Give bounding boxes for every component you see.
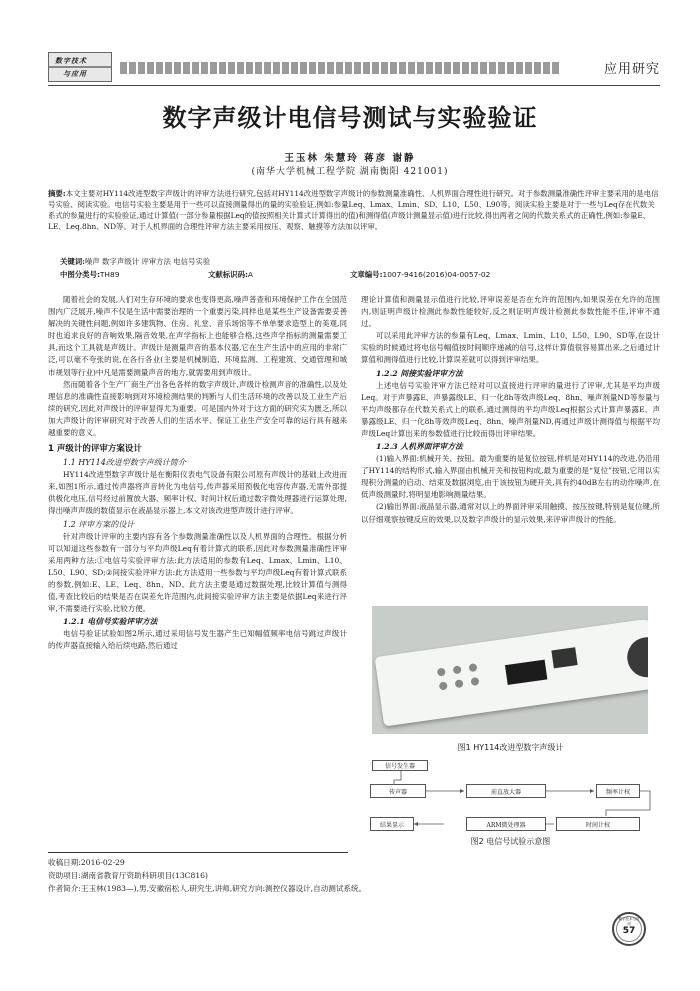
- paragraph: 电信号验证试验如图2所示,通过采用信号发生器产生已知幅值频率电信号跳过声级计的传声器直接输入给后续电路,然后通过: [48, 629, 347, 651]
- box-frequency-weighting: 频率计权: [596, 784, 640, 798]
- connector: [394, 770, 401, 784]
- box-arm-processor: ARM微处理器: [466, 817, 546, 831]
- device-button: [455, 679, 464, 688]
- clc-number: 中图分类号:TH89: [60, 270, 120, 279]
- badge-text: 数字技术与应用: [618, 917, 640, 926]
- section-heading: 1 声级计的评审方案设计: [48, 444, 142, 455]
- header-rule: [48, 85, 660, 86]
- affiliation: (南华大学机械工程学院 湖南衡阳 421001): [251, 167, 449, 177]
- device-button: [437, 668, 446, 677]
- device-button: [439, 681, 448, 690]
- figure2-diagram: [366, 758, 656, 834]
- paragraph: HY114改进型数字声级计是在衡阳仪表电气设备有限公司原有声级计的基础上改进而来,如图1所示,通过传声器将声音转化为电信号,传声器采用预极化电容传声器,无需外部提供极化电压,信号经过前置放大器、频率计权、时间计权后通过数字微处理器进行运算处理,得出噪声声级的数值显示在液晶显示器上,本文对该改进型声级计进行评审。: [48, 470, 347, 516]
- footnote-received: 收稿日期:2016-02-29: [48, 858, 125, 867]
- box-signal-generator: 信号发生器: [372, 760, 428, 771]
- classification-line: [60, 269, 660, 281]
- microphone-head: [625, 635, 648, 680]
- abstract-label: 摘要:: [48, 189, 66, 198]
- paragraph: 随着社会的发展,人们对生存环境的要求也变得更高,噪声普查和环境保护工作在全国范围内广泛展开,噪声不仅是生活中需要治理的一个重要污染,同样也是某些生产设备需要妥善解决的关键性问题,例如许多建筑物、住房、礼堂、音乐场馆等不单单要求造型上的美观,同时也追求良好的音响效果,隔音效果,在声学指标上也能够合格,这些声学指标的测量需要工具,而这个工具就是声级计。声级计是测量声音的基本仪器,它在生产生活中的应用的非常广泛,可以毫不夸张的说,在各行各业(主要是机械制造、环境监测、工程建筑、交通管理和城市规划等行业)中凡是需要测量声音的地方,就需要用到声级计。: [48, 295, 347, 377]
- keywords-text: 噪声 数字声级计 评审方法 电信号实验: [84, 257, 211, 266]
- figure2-caption: 图2 电信号试验示意图: [470, 837, 551, 846]
- box-time-weighting: 时间计权: [556, 817, 640, 831]
- paragraph: 针对声级计评审的主要内容有各个参数测量准确性以及人机界面的合理性。根据分析可以知道这些参数有一部分与平均声级Leq有着计算式的联系,因此对参数测量准确性评审采用两种方法:①电信号实验评审方法:此方法适用的参数有Leq、Lmax、Lmin、L10、L50、L90、SD;②间接实验评审方法:此方法适用一些参数与平均声级Leq有着计算式联系的参数,例如:E、LE、Leq、8hn、ND。此方法主要是通过数据处理,比较计算值与测得值,考查比较后的结果是否在误差允许范围内,此间接实验评审方法主要是依据Leq来进行评审,不需要进行实验,比较方便。: [48, 531, 347, 614]
- header-stripes: [120, 62, 560, 74]
- subsection-heading: 1.2 评审方案的设计: [63, 519, 135, 529]
- doc-code: 文献标识码:A: [208, 270, 253, 279]
- left-column: [48, 294, 347, 652]
- device-button: [468, 663, 477, 672]
- page-number-badge: [612, 912, 646, 946]
- device-display-secondary: [551, 647, 577, 668]
- article-number: 文章编号:1007-9416(2016)04-0057-02: [350, 270, 491, 279]
- device-display: [505, 660, 547, 685]
- subsubsection-heading: 1.2.2 间接实验评审方法: [376, 368, 463, 378]
- footnote-rule: [48, 852, 348, 853]
- journal-logo: [48, 52, 112, 82]
- keywords-label: 关键词:: [60, 257, 85, 266]
- keywords: [60, 256, 660, 267]
- abstract: [48, 188, 660, 232]
- footnote-funding: 资助项目:湖南省教育厅资助科研项目(13C816): [48, 871, 208, 880]
- box-microphone: 传声器: [370, 784, 426, 798]
- logo-bar: [49, 66, 111, 68]
- paragraph: 理论计算值和测量显示值进行比较,评审误差是否在允许的范围内,如果误差在允许的范围内,则证明声级计检测此参数性能较好,反之则证明声级计检测此参数性能不佳,评审不通过。: [361, 295, 660, 329]
- section-label: 应用研究: [603, 62, 660, 77]
- device-button: [453, 665, 462, 674]
- arrow-head: [590, 789, 594, 793]
- subsection-heading: 1.1 HY114改进型数字声级计简介: [63, 458, 186, 468]
- subsubsection-heading: 1.2.1 电信号实验评审方法: [63, 617, 158, 627]
- right-column: [361, 294, 660, 526]
- box-preamplifier: 前直放大器: [466, 784, 546, 798]
- paragraph: 可以采用此评审方法的参量有Leq、Lmax、Lmin、L10、L50、L90、SD等,在设计实验的时候通过将电信号幅值按时间顺序递减的信号,这样计算值很容易算出来,之后通过计算值和测得值进行比较,计算误差就可以得到评审结果。: [361, 331, 660, 365]
- paragraph: (2)输出界面:液晶显示器,通常对以上的界面评审采用触摸、按压按键,特别是复位键,所以仔细观察按键反应的效果,以及数字声级计的显示效果,来评审声级计的性能。: [361, 502, 660, 524]
- article-title: 数字声级计电信号测试与实验验证: [162, 104, 538, 132]
- page-header: [48, 52, 660, 86]
- paragraph: 然而随着各个生产厂商生产出各色各样的数字声级计,声级计检测声音的准确性,以及处理信息的准确性直接影响到对环境检测结果的判断与人们生活环境的改善以及工业生产后续的研究,因此对声级计的评审显得尤为重要。可是国内外对于这方面的研究实为匮乏,所以加大声级计的评审研究对于改善人们的生活水平、保证工业生产安全可靠的运行具有越来越重要的意义。: [48, 379, 347, 438]
- subsubsection-heading: 1.2.3 人机界面评审方法: [376, 442, 463, 452]
- logo-line1: 数字技术: [55, 56, 87, 65]
- figure1-caption: 图1 HY114改进型数字声级计: [457, 743, 564, 752]
- paragraph: (1)输入界面:机械开关、按钮。最为重要的是复位按钮,样机是对HY114的改进,仍沿用了HY114的结构形式,输入界面由机械开关和按钮构成,最为重要的是“复位”按钮,它用以实现积分测量的启动、结束及数据浏览,由于该按钮为硬开关,具有约40dB左右的动作噪声,在低声级测量时,将明显地影响测量结果。: [361, 454, 660, 500]
- device-button: [470, 677, 479, 686]
- abstract-text: 本文主要对HY114改进型数字声级计的评审方法进行研究,包括对HY114改进型数字声级计的参数测量准确性、人机界面合理性进行研究。对于参数测量准确性评审主要采用的是电信号实验、阅读实验。电信号实验主要是用于一些可以直接测量得出的量的实验验证,例如:参量Leq、Lmax、Lmin、SD、L10、L50、L90等。阅读实验主要是对于一些与Leq存在代数关系式的参量进行的实验验证,通过计算值(一部分参量根据Leq的值按照相关计算式计算得出的值)和测得值(声级计测量显示值)进行比较,得出两者之间的代数关系式的正确性,例如:参量E、LE、Leq.8hn、ND等。对于人机界面的合理性评审方法主要采用按压、观察、触摸等方法加以评审。: [48, 189, 659, 231]
- arrow-head: [460, 789, 464, 793]
- sound-level-meter-image: [375, 615, 648, 726]
- box-result-display: 结果显示: [370, 817, 414, 831]
- arrow-head: [414, 822, 418, 826]
- page-number: 57: [622, 926, 636, 936]
- author-list: 王玉林 朱慧玲 蒋彦 谢静: [284, 153, 416, 164]
- paragraph: 上述电信号实验评审方法已经对可以直接进行评审的量进行了评审,尤其是平均声级Leq。对于声暴露E、声暴露级LE、归一化8h等效声级Leq、8hn、噪声剂量ND等参量与平均声级都存在代数关系式上的联系,通过测得的平均声级Leq根据公式计算声暴露E、声暴露级LE、归一化8h等效声级Leq、8hn、噪声剂量ND,再通过声级计测得值与根据平均声级Leq计算出来的参数值进行比较而得出评审结果。: [361, 380, 660, 438]
- logo-line2: 与应用: [63, 69, 87, 78]
- figure1-photo: [372, 606, 648, 734]
- footnote-author: 作者简介:王玉林(1983—),男,安徽宿松人,研究生,讲师,研究方向:测控仪器设计,自动测试系统。: [48, 884, 367, 893]
